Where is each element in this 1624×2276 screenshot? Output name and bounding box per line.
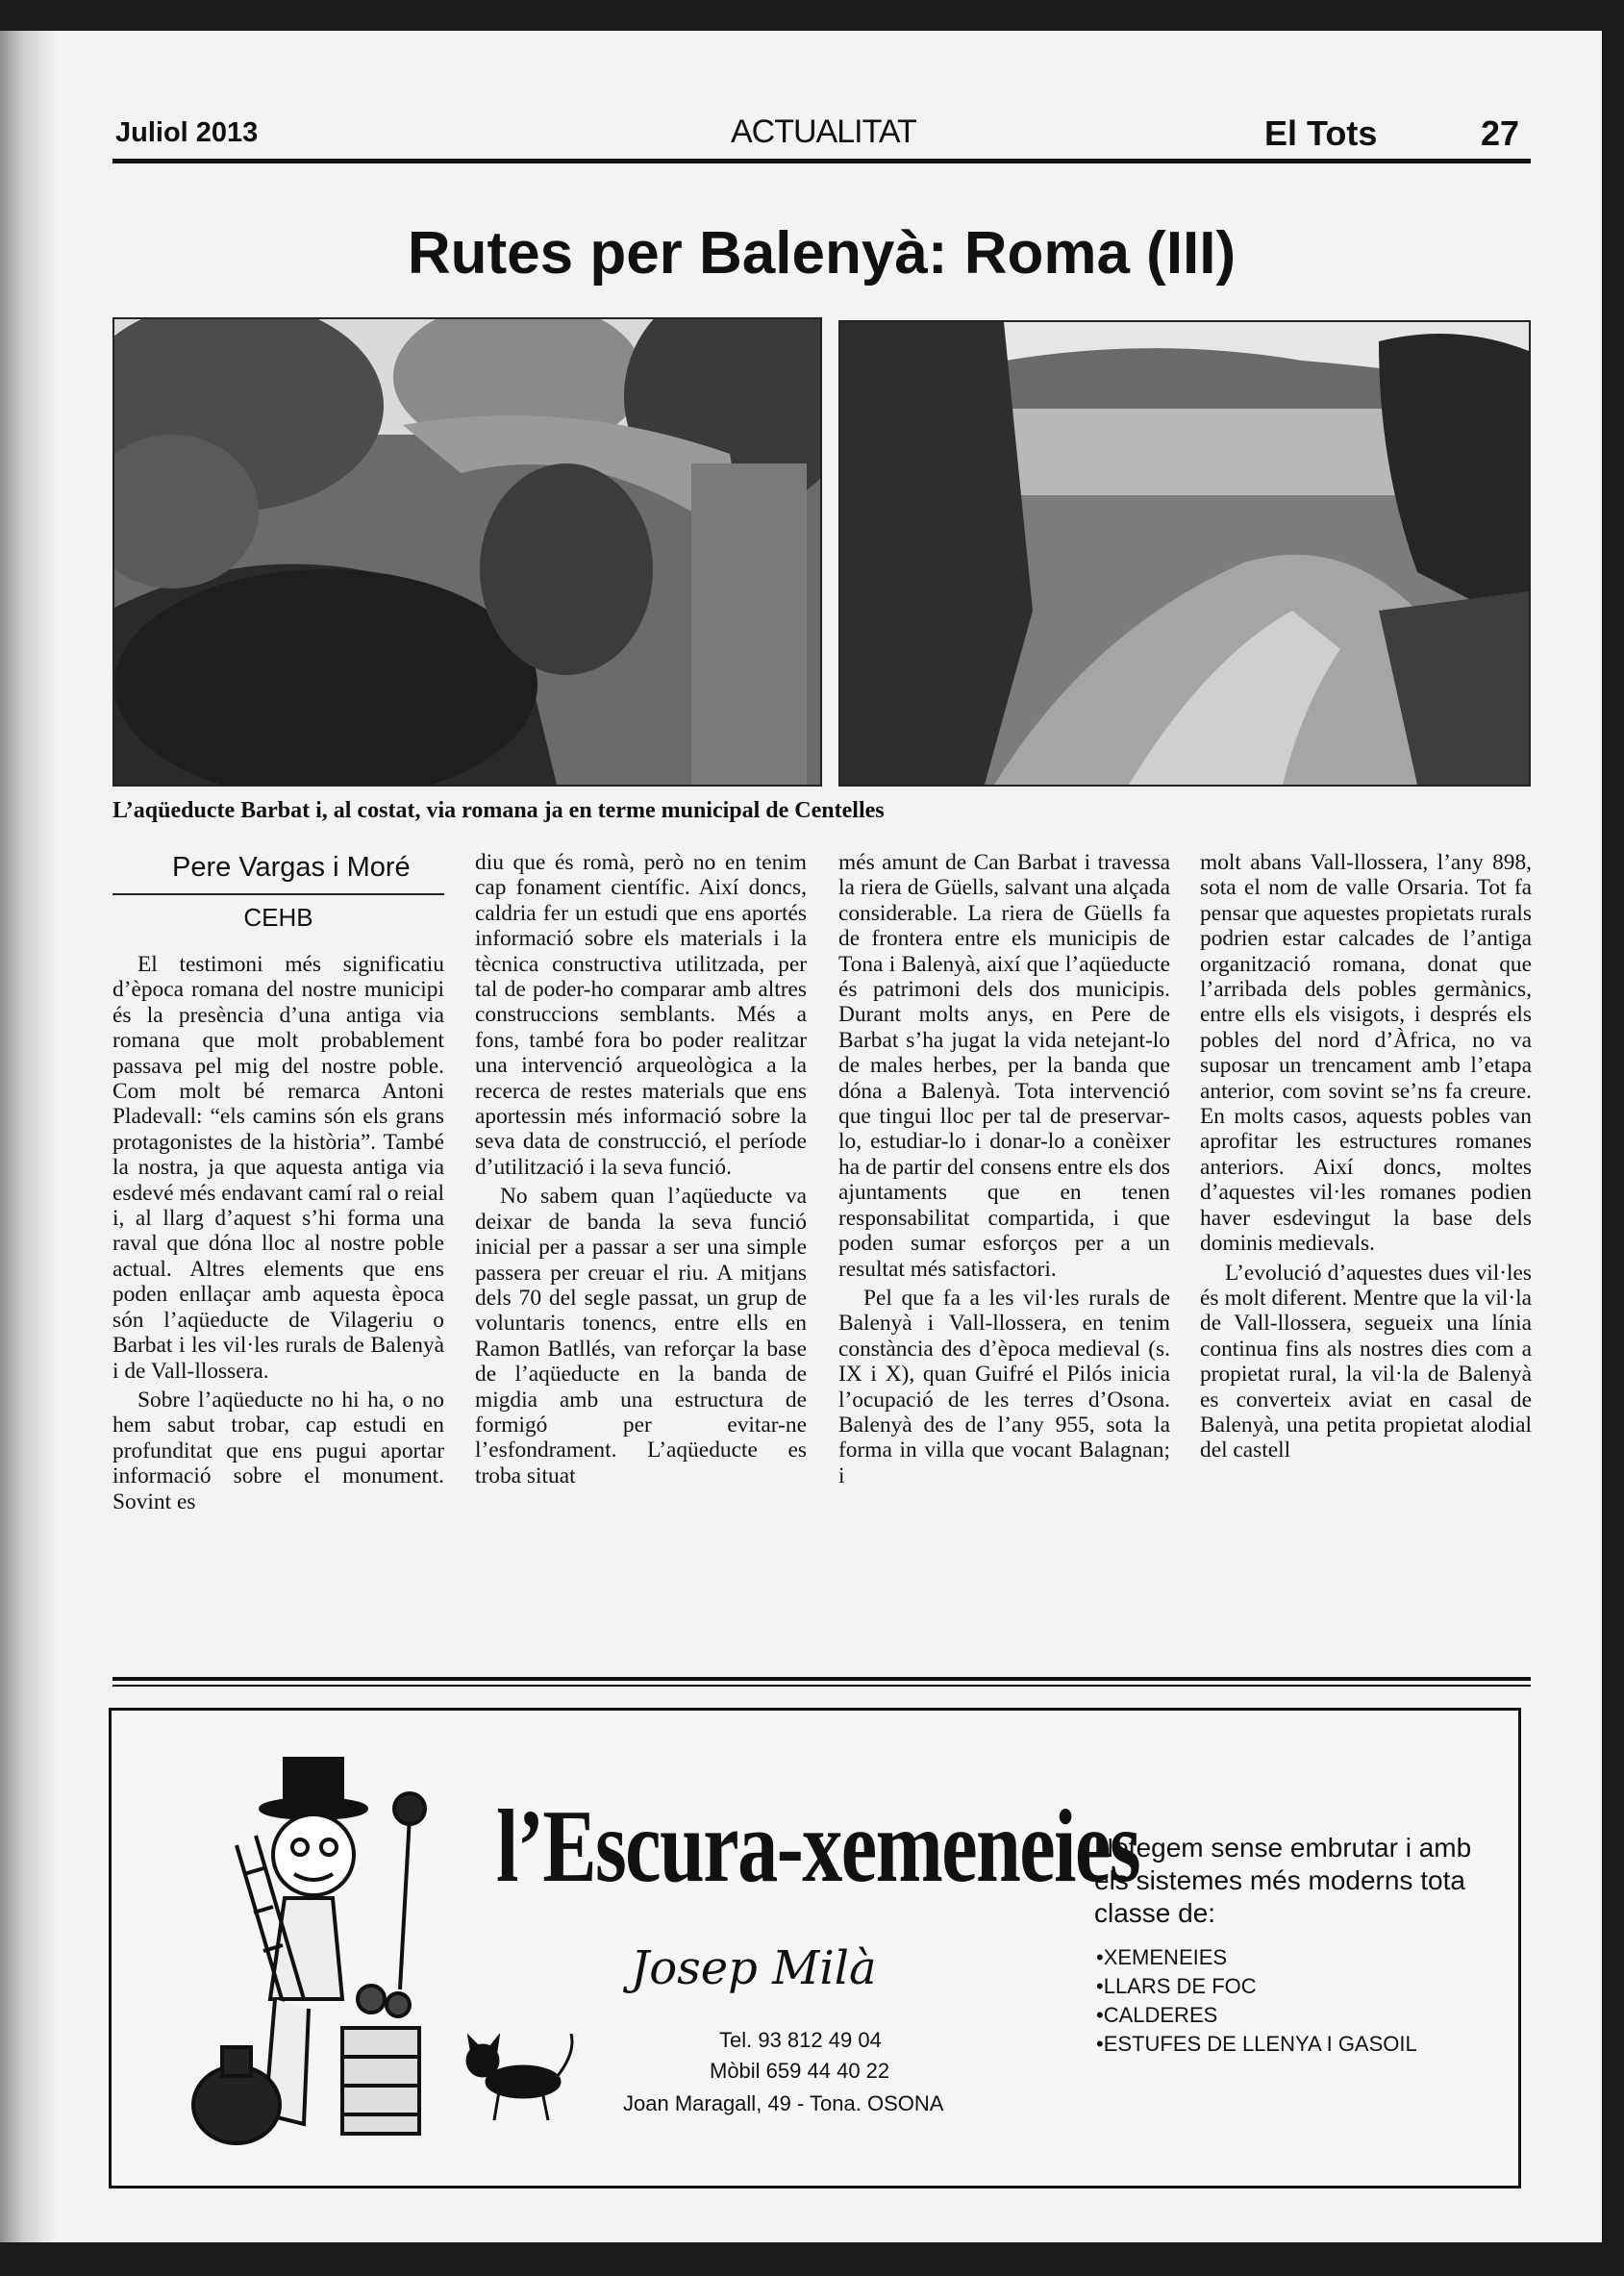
paragraph: diu que és romà, però no en tenim cap fonament científic. Així doncs, caldria fer un estudi que ens aportés informació sobre els materials i la tècnica constructiva utilitzada, per tal de poder-ho comparar amb altres construccions semblants. Més a fons, també fora bo poder realitzar una intervenció arqueològica a la recerca de restes materials que ens aportessin més informació sobre la seva data de construcció, el període d’utilització i la seva funció. <box>475 850 807 1180</box>
page-number: 27 <box>1481 113 1520 153</box>
byline <box>112 852 444 933</box>
ad-services-list <box>1096 1943 1417 2059</box>
ad-mobile: Mòbil 659 44 40 22 <box>710 2059 890 2083</box>
article-column-4 <box>1200 850 1532 1463</box>
ad-signature: Josep Milà <box>631 1941 877 1995</box>
ad-service-item: • CALDERES <box>1096 2001 1417 2030</box>
article-column-3 <box>838 850 1170 1488</box>
author-affiliation: CEHB <box>243 903 313 932</box>
advertisement <box>109 1708 1521 2188</box>
ad-service-item: • ESTUFES DE LLENYA I GASOIL <box>1096 2030 1417 2059</box>
paragraph: més amunt de Can Barbat i travessa la riera de Güells, salvant una alçada considerable. La riera de Güells fa de frontera entre els municipis de Tona i Balenyà, així que l’aqüeducte és patrimoni dels dos municipis. Durant molts anys, en Pere de Barbat s’ha jugat la vida netejant-lo de males herbes, per la banda que dóna a Balenyà. Tota intervenció que tingui lloc per tal de preservar-lo, estudiar-lo i donar-lo a conèixer ha de partir del consens entre els dos ajuntaments que en tenen responsabilitat compartida, i que poden sumar esforços per a un resultat més satisfactori. <box>838 850 1170 1282</box>
chimney-sweep-illustration <box>179 1739 496 2163</box>
issue-date: Juliol 2013 <box>115 117 259 148</box>
ad-address: Joan Maragall, 49 - Tona. OSONA <box>623 2091 944 2115</box>
article-column-2 <box>475 850 807 1488</box>
bottom-rule <box>112 1677 1531 1681</box>
author-name: Pere Vargas i Moré <box>172 852 411 883</box>
ad-telephone: Tel. 93 812 49 04 <box>719 2028 882 2052</box>
bottom-rule-thin <box>112 1685 1531 1687</box>
aqueduct-photo <box>112 317 822 787</box>
page-gutter-shadow <box>0 31 58 2242</box>
byline-rule <box>112 893 444 895</box>
paragraph: Sobre l’aqüeducte no hi ha, o no hem sabut trobar, cap estudi en profunditat que ens pugui aportar informació sobre el monument. Sovint es <box>112 1387 444 1514</box>
paragraph: L’evolució d’aquestes dues vil·les és molt diferent. Mentre que la vil·la de Vall-llossera, segueix una línia continua fins als nostres dies com a propietat rural, la vil·la de Balenyà es converteix aviat en casal de Balenyà, una petita propietat alodial del castell <box>1200 1260 1532 1463</box>
ad-brand-name: l’Escura-xemeneies <box>496 1789 1140 1904</box>
article-column-1 <box>112 952 444 1514</box>
header-rule <box>112 159 1531 163</box>
cat-illustration <box>456 2034 581 2130</box>
ad-service-item: • LLARS DE FOC <box>1096 1972 1417 2001</box>
paragraph: Pel que fa a les vil·les rurals de Balenyà i Vall-llossera, en tenim constància des d’època medieval (s. IX i X), quan Guifré el Pilós inicia l’ocupació de les terres d’Osona. Balenyà des de l’any 955, sota la forma in villa que vocant Balagnan; i <box>838 1285 1170 1488</box>
roman-road-photo <box>838 320 1531 787</box>
photo-caption: L’aqüeducte Barbat i, al costat, via romana ja en terme municipal de Centelles <box>112 798 885 823</box>
publication-name: El Tots <box>1264 113 1378 153</box>
ad-slogan: Netegem sense embrutar i amb els sistemes més moderns tota classe de: <box>1094 1833 1472 1928</box>
paragraph: El testimoni més significatiu d’època romana del nostre municipi és la presència d’una antiga via romana que molt probablement passava pel mig del nostre poble. Com molt bé remarca Antoni Pladevall: “els camins són els grans protagonistes de la història”. També la nostra, ja que aquesta antiga via esdevé més endavant camí ral o reial i, al llarg d’aquest s’hi forma una raval que dóna lloc al nostre poble actual. Altres elements que ens poden enllaçar amb aquesta època són l’aqüeducte de Vilageriu o Barbat i les vil·les rurals de Balenyà i de Vall-llossera. <box>112 952 444 1384</box>
paragraph: molt abans Vall-llossera, l’any 898, sota el nom de valle Orsaria. Tot fa pensar que aquestes propietats rurals podrien estar calcades de l’antiga organització romana, donat que l’arribada dels pobles germànics, entre ells els visigots, i després els pobles del nord d’Àfrica, no va suposar un trencament amb l’etapa anterior, com sovint se’ns fa creure. En molts casos, aquests pobles van aprofitar les estructures romanes anteriors. Així doncs, moltes d’aquestes vil·les romanes podien haver esdevingut la base dels dominis medievals. <box>1200 850 1532 1257</box>
paragraph: No sabem quan l’aqüeducte va deixar de banda la seva funció inicial per a passar a ser una simple passera per creuar el riu. A mitjans dels 70 del segle passat, un grup de voluntaris tonencs, entre ells en Ramon Batllés, van reforçar la base de l’aqüeducte en la banda de migdia amb una estructura de formigó per evitar-ne l’esfondrament. L’aqüeducte es troba situat <box>475 1184 807 1488</box>
ad-service-item: • XEMENEIES <box>1096 1943 1417 1972</box>
section-name: ACTUALITAT <box>731 113 916 150</box>
article-title: Rutes per Balenyà: Roma (III) <box>407 220 1237 287</box>
